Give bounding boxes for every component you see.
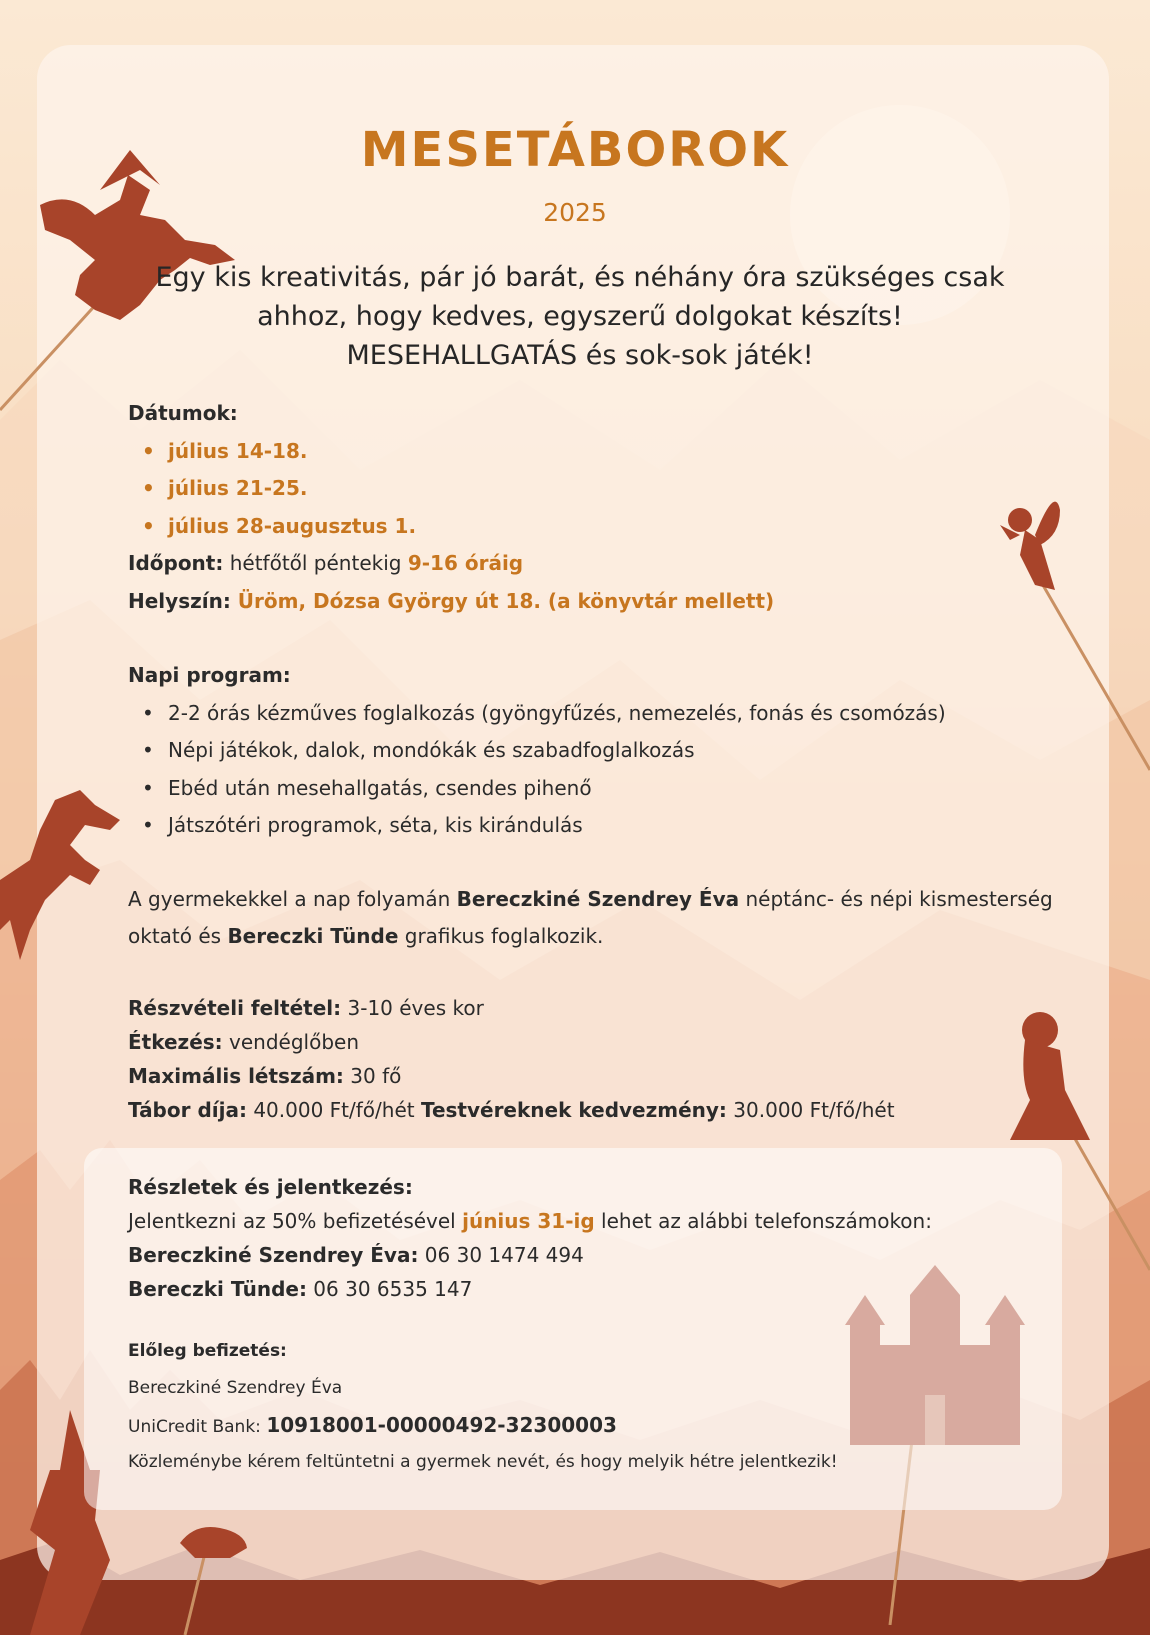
program-list bbox=[128, 695, 1058, 845]
teacher-1-name: Bereczkiné Szendrey Éva bbox=[456, 886, 740, 911]
meals-value: vendéglőben bbox=[222, 1029, 360, 1054]
payment-label: Előleg befizetés: bbox=[128, 1341, 287, 1361]
location-value: Üröm, Dózsa György út 18. (a könyvtár mellett) bbox=[230, 588, 775, 613]
date-item: • július 14-18. bbox=[128, 433, 1058, 471]
registration-text bbox=[128, 1204, 1048, 1238]
meals-row bbox=[128, 1025, 1058, 1059]
bank-text: UniCredit Bank: bbox=[128, 1417, 267, 1437]
time-label: Időpont: bbox=[128, 551, 224, 575]
teachers-suffix: grafikus foglalkozik. bbox=[398, 923, 604, 948]
contact-phone: 06 30 1474 494 bbox=[418, 1243, 584, 1267]
location-label: Helyszín: bbox=[128, 588, 231, 613]
contact-phone: 06 30 6535 147 bbox=[306, 1277, 473, 1301]
dates-label: Dátumok: bbox=[128, 401, 238, 425]
meals-label: Étkezés: bbox=[128, 1029, 223, 1054]
date-item: • július 28-augusztus 1. bbox=[128, 508, 1058, 546]
registration-text-before: Jelentkezni az 50% befizetésével bbox=[128, 1209, 463, 1233]
date-item: • július 21-25. bbox=[128, 470, 1058, 508]
fee-label: Tábor díja: bbox=[128, 1097, 247, 1122]
payment-bank-row bbox=[128, 1407, 1048, 1444]
fee-value: 40.000 Ft/fő/hét bbox=[246, 1097, 421, 1122]
payment-note: Közleménybe kérem feltüntetni a gyermek nevét, és hogy melyik hétre jelentkezik! bbox=[128, 1452, 838, 1472]
teachers-middle-2: oktató és bbox=[128, 923, 228, 948]
participation-label: Részvételi feltétel: bbox=[128, 995, 342, 1020]
intro-line-3: MESEHALLGATÁS és sok-sok játék! bbox=[346, 340, 814, 371]
contact-row bbox=[128, 1272, 1048, 1306]
dates-list bbox=[128, 433, 1058, 546]
participation-row bbox=[128, 991, 1058, 1025]
teachers-prefix: A gyermekekkel a nap folyamán bbox=[128, 886, 457, 911]
program-label: Napi program: bbox=[128, 663, 291, 687]
capacity-row bbox=[128, 1059, 1058, 1093]
discount-value: 30.000 Ft/fő/hét bbox=[726, 1097, 895, 1122]
location-row bbox=[128, 583, 1058, 621]
intro-text bbox=[120, 258, 1040, 375]
contact-name: Bereczkiné Szendrey Éva: bbox=[128, 1243, 419, 1267]
year: 2025 bbox=[543, 198, 607, 227]
time-text: hétfőtől péntekig bbox=[223, 551, 408, 575]
registration-deadline: június 31-ig bbox=[462, 1209, 595, 1233]
bank-account: 10918001-00000492-32300003 bbox=[266, 1413, 617, 1437]
teachers-middle: néptánc- és népi kismesterség bbox=[739, 886, 1053, 911]
registration-label: Részletek és jelentkezés: bbox=[128, 1175, 413, 1199]
program-item: • Ebéd után mesehallgatás, csendes pihenő bbox=[128, 770, 1058, 808]
contact-row bbox=[128, 1238, 1048, 1272]
discount-label: Testvéreknek kedvezmény: bbox=[420, 1097, 727, 1122]
capacity-value: 30 fő bbox=[343, 1063, 402, 1088]
registration-panel bbox=[84, 1148, 1062, 1510]
payment-holder: Bereczkiné Szendrey Éva bbox=[128, 1378, 343, 1398]
teachers-paragraph bbox=[128, 881, 1058, 955]
program-item: • Játszótéri programok, séta, kis kirándulás bbox=[128, 807, 1058, 845]
participation-value: 3-10 éves kor bbox=[341, 995, 484, 1020]
page-title: MESETÁBOROK bbox=[360, 122, 790, 178]
fee-row bbox=[128, 1093, 1058, 1127]
time-hours: 9-16 óráig bbox=[407, 551, 524, 575]
registration-text-after: lehet az alábbi telefonszámokon: bbox=[594, 1209, 932, 1233]
program-item: • 2-2 órás kézműves foglalkozás (gyöngyfűzés, nemezelés, fonás és csomózás) bbox=[128, 695, 1058, 733]
contact-name: Bereczki Tünde: bbox=[128, 1277, 307, 1301]
teacher-2-name: Bereczki Tünde bbox=[227, 923, 399, 948]
program-item: • Népi játékok, dalok, mondókák és szabadfoglalkozás bbox=[128, 732, 1058, 770]
time-row bbox=[128, 545, 1058, 583]
capacity-label: Maximális létszám: bbox=[128, 1063, 344, 1088]
camp-info bbox=[128, 395, 1058, 1127]
intro-line-2: ahhoz, hogy kedves, egyszerű dolgokat készíts! bbox=[257, 301, 903, 332]
intro-line-1: Egy kis kreativitás, pár jó barát, és néhány óra szükséges csak bbox=[155, 262, 1005, 293]
